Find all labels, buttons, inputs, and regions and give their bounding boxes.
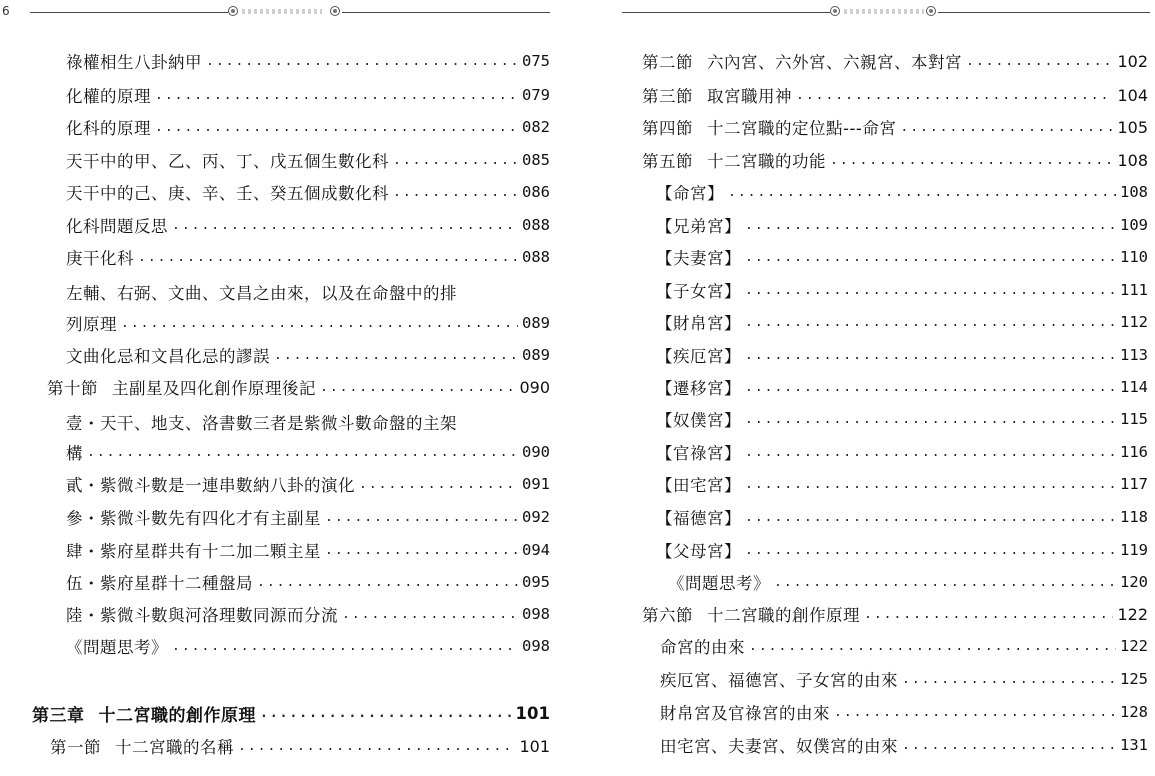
toc-leader-dots xyxy=(745,380,1116,395)
toc-section-label: 第一節 xyxy=(50,738,101,757)
toc-entry-title: 十二宮職的創作原理 xyxy=(707,606,860,625)
toc-entry-title: 化科的原理 xyxy=(66,119,151,138)
toc-leader-dots xyxy=(393,153,518,168)
toc-entry-title: 十二宮職的創作原理 xyxy=(98,705,256,726)
toc-leader-dots xyxy=(206,54,518,69)
toc-entry-title: 文曲化忌和文昌化忌的謬誤 xyxy=(66,347,270,366)
toc-leader-dots xyxy=(745,477,1116,492)
toc-entry-page: 111 xyxy=(1120,281,1148,299)
toc-entry[interactable] xyxy=(656,275,1148,305)
toc-section-label: 第三節 xyxy=(642,87,693,106)
toc-entry[interactable] xyxy=(66,502,550,532)
toc-entry-title: 田宅宮、夫妻宮、奴僕宮的由來 xyxy=(660,737,898,756)
toc-entry-title-line2: 構 xyxy=(66,444,83,463)
toc-chapter-label: 第三章 xyxy=(32,705,85,726)
toc-entry-title: 十二宮職的名稱 xyxy=(115,738,234,757)
toc-entry-page: 098 xyxy=(522,637,550,655)
toc-entry-page: 117 xyxy=(1120,475,1148,493)
toc-leader-dots xyxy=(902,672,1116,687)
toc-entry-page: 088 xyxy=(522,216,550,234)
toc-entry[interactable] xyxy=(66,145,550,175)
toc-leader-dots xyxy=(796,88,1113,103)
toc-entry-title: 天干中的己、庚、辛、壬、癸五個成數化科 xyxy=(66,184,389,203)
toc-entry-title: 十二宮職的功能 xyxy=(707,152,826,171)
toc-entry[interactable] xyxy=(66,210,550,240)
toc-leader-dots xyxy=(238,739,515,754)
toc-entry-page: 104 xyxy=(1117,85,1148,105)
toc-leader-dots xyxy=(774,575,1116,590)
toc-entry-page: 098 xyxy=(522,605,550,623)
toc-entry[interactable] xyxy=(66,469,550,499)
toc-leader-dots xyxy=(745,543,1116,558)
header-ornament xyxy=(830,6,840,16)
toc-entry[interactable] xyxy=(66,242,550,272)
toc-section-label: 第二節 xyxy=(642,53,693,72)
toc-leader-dots xyxy=(745,250,1116,265)
toc-entry[interactable] xyxy=(660,730,1148,760)
header-rule xyxy=(30,12,228,13)
toc-entry-title: 【子女宮】 xyxy=(656,282,741,301)
toc-entry-title: 【官祿宮】 xyxy=(656,444,741,463)
toc-leader-dots xyxy=(745,315,1116,330)
toc-entry-title-line1[interactable]: 左輔、右弼、文曲、文昌之由來，以及在命盤中的排 xyxy=(66,284,457,303)
toc-entry[interactable] xyxy=(656,177,1148,207)
toc-entry[interactable] xyxy=(66,437,550,467)
header-dots xyxy=(242,9,322,14)
toc-section-label: 第四節 xyxy=(642,119,693,138)
toc-entry-title: 【夫妻宮】 xyxy=(656,249,741,268)
toc-leader-dots xyxy=(274,348,518,363)
right-page xyxy=(580,0,1155,776)
toc-entry[interactable] xyxy=(66,308,550,338)
toc-leader-dots xyxy=(155,88,518,103)
toc-entry-page: 090 xyxy=(519,377,550,397)
toc-entry[interactable] xyxy=(66,340,550,370)
toc-entry-title: 疾厄宮、福德宮、子女宮的由來 xyxy=(660,671,898,690)
toc-leader-dots xyxy=(900,120,1113,135)
header-ornament xyxy=(926,6,936,16)
header-rule xyxy=(342,12,550,13)
toc-entry-title: 祿權相生八卦納甲 xyxy=(66,53,202,72)
toc-section-entry[interactable] xyxy=(50,731,550,761)
toc-entry-title: 【命宮】 xyxy=(656,184,724,203)
toc-entry-title-line1[interactable]: 壹・天干、地支、洛書數三者是紫微斗數命盤的主架 xyxy=(66,414,457,433)
toc-entry-page: 122 xyxy=(1120,637,1148,655)
toc-entry-page: 108 xyxy=(1117,150,1148,170)
toc-entry[interactable] xyxy=(66,46,550,76)
toc-entry-page: 115 xyxy=(1120,410,1148,428)
toc-entry-title: 【父母宮】 xyxy=(656,542,741,561)
toc-entry-title: 【奴僕宮】 xyxy=(656,411,741,430)
toc-entry[interactable] xyxy=(656,307,1148,337)
toc-leader-dots xyxy=(745,445,1116,460)
toc-entry-page: 110 xyxy=(1120,248,1148,266)
toc-entry[interactable] xyxy=(668,567,1148,597)
toc-entry[interactable] xyxy=(656,340,1148,370)
toc-entry-title: 化科問題反思 xyxy=(66,217,168,236)
toc-entry-page: 075 xyxy=(522,52,550,70)
toc-leader-dots xyxy=(172,218,518,233)
toc-entry[interactable] xyxy=(656,437,1148,467)
toc-leader-dots xyxy=(155,120,518,135)
toc-entry[interactable] xyxy=(660,631,1148,661)
toc-entry[interactable] xyxy=(656,502,1148,532)
toc-entry-page: 089 xyxy=(522,346,550,364)
left-page xyxy=(0,0,575,776)
toc-entry[interactable] xyxy=(656,242,1148,272)
toc-entry-page: 114 xyxy=(1120,378,1148,396)
toc-leader-dots xyxy=(902,738,1116,753)
header-ornament xyxy=(228,6,238,16)
toc-entry-page: 102 xyxy=(1117,51,1148,71)
toc-leader-dots xyxy=(745,510,1116,525)
toc-entry-page: 105 xyxy=(1117,117,1148,137)
toc-entry-title: 貳・紫微斗數是一連串數納八卦的演化 xyxy=(66,476,355,495)
toc-entry-page: 128 xyxy=(1120,703,1148,721)
toc-entry-title: 庚干化科 xyxy=(66,249,134,268)
toc-entry[interactable] xyxy=(66,599,550,629)
toc-section-label: 第五節 xyxy=(642,152,693,171)
toc-leader-dots xyxy=(745,412,1116,427)
toc-leader-dots xyxy=(864,607,1113,622)
toc-entry-title: 【福德宮】 xyxy=(656,509,741,528)
toc-leader-dots xyxy=(393,185,518,200)
header-rule xyxy=(622,12,830,13)
toc-entry[interactable] xyxy=(66,567,550,597)
toc-entry[interactable] xyxy=(660,697,1148,727)
toc-entry[interactable] xyxy=(66,631,550,661)
toc-section-entry[interactable] xyxy=(642,145,1148,175)
toc-entry-title: 參・紫微斗數先有四化才有主副星 xyxy=(66,509,321,528)
toc-leader-dots xyxy=(121,316,518,331)
toc-entry-title: 化權的原理 xyxy=(66,87,151,106)
page-number: 6 xyxy=(2,4,10,18)
toc-leader-dots xyxy=(745,283,1116,298)
toc-entry-title: 肆・紫府星群共有十二加二顆主星 xyxy=(66,542,321,561)
toc-leader-dots xyxy=(138,250,518,265)
toc-entry-page: 119 xyxy=(1120,541,1148,559)
toc-section-entry[interactable] xyxy=(642,599,1148,629)
toc-entry-page: 088 xyxy=(522,248,550,266)
toc-entry-page: 112 xyxy=(1120,313,1148,331)
toc-entry-page: 079 xyxy=(522,86,550,104)
toc-entry-title: 【遷移宮】 xyxy=(656,379,741,398)
toc-leader-dots xyxy=(830,153,1113,168)
toc-entry[interactable] xyxy=(66,535,550,565)
toc-entry-page: 089 xyxy=(522,314,550,332)
toc-leader-dots xyxy=(172,639,518,654)
toc-entry-title: 《問題思考》 xyxy=(66,638,168,657)
toc-leader-dots xyxy=(834,705,1116,720)
toc-entry-page: 101 xyxy=(519,736,550,756)
toc-entry-page: 094 xyxy=(522,541,550,559)
toc-entry[interactable] xyxy=(66,177,550,207)
toc-entry-title: 【兄弟宮】 xyxy=(656,217,741,236)
toc-entry[interactable] xyxy=(656,469,1148,499)
toc-entry-page: 120 xyxy=(1120,573,1148,591)
toc-entry[interactable] xyxy=(660,664,1148,694)
toc-entry-page: 125 xyxy=(1120,670,1148,688)
toc-entry-page: 092 xyxy=(522,508,550,526)
toc-leader-dots xyxy=(320,380,515,395)
toc-entry-page: 131 xyxy=(1120,736,1148,754)
toc-entry-page: 091 xyxy=(522,475,550,493)
toc-entry-title: 六內宮、六外宮、六親宮、本對宮 xyxy=(707,53,962,72)
toc-entry-page: 085 xyxy=(522,151,550,169)
toc-leader-dots xyxy=(325,543,518,558)
toc-entry-page: 108 xyxy=(1120,183,1148,201)
toc-entry-page: 122 xyxy=(1117,604,1148,624)
header-ornament xyxy=(330,6,340,16)
toc-leader-dots xyxy=(87,445,518,460)
toc-entry[interactable] xyxy=(66,80,550,110)
toc-entry-title: 命宮的由來 xyxy=(660,638,745,657)
toc-entry-title: 取宮職用神 xyxy=(707,87,792,106)
toc-leader-dots xyxy=(966,54,1113,69)
toc-entry-title: 【田宅宮】 xyxy=(656,476,741,495)
toc-entry-title: 【疾厄宮】 xyxy=(656,347,741,366)
toc-leader-dots xyxy=(745,218,1116,233)
toc-section-entry[interactable] xyxy=(642,80,1148,110)
toc-section-entry[interactable] xyxy=(47,372,550,402)
toc-section-entry[interactable] xyxy=(642,46,1148,76)
toc-entry-page: 101 xyxy=(515,703,550,723)
toc-entry-title: 主副星及四化創作原理後記 xyxy=(112,379,316,398)
toc-leader-dots xyxy=(325,510,518,525)
toc-entry-page: 109 xyxy=(1120,216,1148,234)
toc-entry-title: 天干中的甲、乙、丙、丁、戊五個生數化科 xyxy=(66,152,389,171)
header-dots xyxy=(844,9,924,14)
toc-entry[interactable] xyxy=(656,210,1148,240)
toc-entry-page: 082 xyxy=(522,118,550,136)
toc-section-label: 第六節 xyxy=(642,606,693,625)
toc-section-entry[interactable] xyxy=(642,112,1148,142)
toc-entry-title: 陸・紫微斗數與河洛理數同源而分流 xyxy=(66,606,338,625)
toc-entry-title-line2: 列原理 xyxy=(66,315,117,334)
toc-entry-page: 116 xyxy=(1120,443,1148,461)
toc-entry-title: 財帛宮及官祿宮的由來 xyxy=(660,704,830,723)
toc-entry[interactable] xyxy=(656,404,1148,434)
toc-entry-title: 《問題思考》 xyxy=(668,574,770,593)
toc-entry-title: 十二宮職的定位點---命宮 xyxy=(707,119,897,138)
toc-entry-title: 伍・紫府星群十二種盤局 xyxy=(66,574,253,593)
toc-entry-page: 095 xyxy=(522,573,550,591)
toc-chapter-entry[interactable] xyxy=(32,698,550,728)
toc-entry-page: 086 xyxy=(522,183,550,201)
toc-entry-page: 118 xyxy=(1120,508,1148,526)
toc-entry-title: 【財帛宮】 xyxy=(656,314,741,333)
toc-leader-dots xyxy=(257,575,518,590)
toc-entry-page: 090 xyxy=(522,443,550,461)
toc-leader-dots xyxy=(728,185,1116,200)
toc-leader-dots xyxy=(749,639,1116,654)
toc-entry[interactable] xyxy=(656,372,1148,402)
toc-leader-dots xyxy=(359,477,518,492)
toc-leader-dots xyxy=(342,607,518,622)
toc-entry[interactable] xyxy=(66,112,550,142)
toc-section-label: 第十節 xyxy=(47,379,98,398)
toc-leader-dots xyxy=(745,348,1116,363)
toc-entry-page: 113 xyxy=(1120,346,1148,364)
toc-entry[interactable] xyxy=(656,535,1148,565)
header-rule xyxy=(938,12,1150,13)
toc-leader-dots xyxy=(260,706,512,721)
